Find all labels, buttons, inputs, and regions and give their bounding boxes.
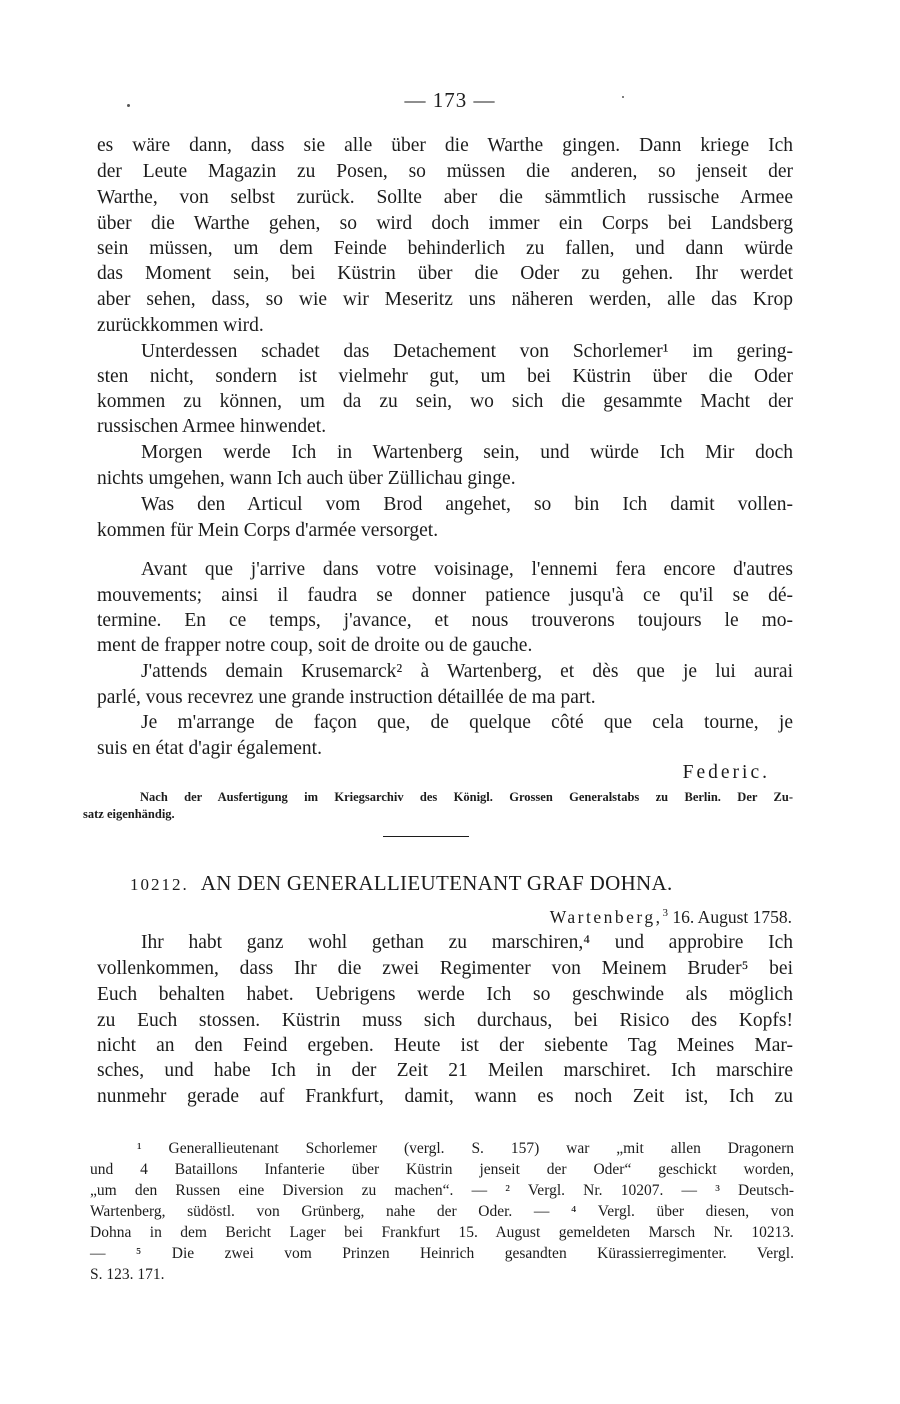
source-note-line: satz eigenhändig. xyxy=(83,807,175,821)
text-line: vollenkommen, dass Ihr die zwei Regimenter von Meinem Bruder⁵ bei xyxy=(97,958,793,979)
text-line: Was den Articul vom Brod angehet, so bin Ich damit vollen- xyxy=(141,494,793,515)
document-number: 10212. xyxy=(130,875,189,894)
footnote-line: „um den Russen eine Diversion zu machen“. — ² Vergl. Nr. 10207. — ³ Deutsch- xyxy=(90,1182,794,1199)
document-place: Wartenberg, xyxy=(549,906,663,927)
footnote-line: und 4 Bataillons Infanterie über Küstrin jenseit der Oder“ geschickt worden, xyxy=(90,1161,794,1178)
document-date: 16. August 1758. xyxy=(672,906,792,927)
text-line: Morgen werde Ich in Wartenberg sein, und würde Ich Mir doch xyxy=(141,442,793,463)
footnote-line: — ⁵ Die zwei vom Prinzen Heinrich gesandten Kürassierregimenter. Vergl. xyxy=(90,1245,794,1262)
text-line: parlé, vous recevrez une grande instruction détaillée de ma part. xyxy=(97,687,596,708)
signature: Federic. xyxy=(682,762,770,783)
text-line: Ihr habt ganz wohl gethan zu marschiren,⁴ und approbire Ich xyxy=(141,932,793,953)
text-line: sein müssen, um dem Feinde behinderlich zu fallen, und dann würde xyxy=(97,238,793,259)
text-line: über die Warthe gehen, so wird doch immer ein Corps bei Landsberg xyxy=(97,213,793,234)
footnote-line: Wartenberg, südöstl. von Grünberg, nahe der Oder. — ⁴ Vergl. über diesen, von xyxy=(90,1203,794,1220)
text-line: aber sehen, dass, so wie wir Meseritz uns näheren werden, alle das Krop xyxy=(97,289,793,310)
text-line: sten nicht, sondern ist vielmehr gut, um bei Küstrin über die Oder xyxy=(97,366,793,387)
text-line: zu Euch stossen. Küstrin muss sich durchaus, bei Risico des Kopfs! xyxy=(97,1010,793,1031)
text-line: mouvements; ainsi il faudra se donner patience jusqu'à ce qu'il se dé- xyxy=(97,585,793,606)
text-line: kommen für Mein Corps d'armée versorget. xyxy=(97,520,439,541)
footnote-line: S. 123. 171. xyxy=(90,1266,165,1283)
text-line: Unterdessen schadet das Detachement von Schorlemer¹ im gering- xyxy=(141,341,793,362)
text-line: sches, und habe Ich in der Zeit 21 Meilen marschiret. Ich marschire xyxy=(97,1060,793,1081)
footnote-line: Dohna in dem Bericht Lager bei Frankfurt 15. August gemeldeten Marsch Nr. 10213. xyxy=(90,1224,794,1241)
page-number: — 173 — xyxy=(404,88,496,112)
footnote-line: ¹ Generallieutenant Schorlemer (vergl. S. 157) war „mit allen Dragonern xyxy=(137,1140,794,1157)
text-line: zurückkommen wird. xyxy=(97,315,264,336)
text-line: suis en état d'agir également. xyxy=(97,738,322,759)
text-line: Warthe, von selbst zurück. Sollte aber die sämmtlich russische Armee xyxy=(97,187,793,208)
text-line: kommen zu können, um da zu sein, wo sich die gesammte Macht der xyxy=(97,391,793,412)
text-line: Euch behalten habet. Uebrigens werde Ich so geschwinde als möglich xyxy=(97,984,793,1005)
text-line: russischen Armee hinwendet. xyxy=(97,416,327,437)
footnote-ref: 3 xyxy=(662,907,669,919)
text-line: das Moment sein, bei Küstrin über die Oder zu gehen. Ihr werdet xyxy=(97,263,793,284)
text-line: nunmehr gerade auf Frankfurt, damit, wann es noch Zeit ist, Ich zu xyxy=(97,1086,793,1107)
section-divider xyxy=(383,836,469,837)
source-note-line: Nach der Ausfertigung im Kriegsarchiv des Königl. Grossen Generalstabs zu Berlin. Der Zu- xyxy=(140,790,793,804)
text-line: ment de frapper notre coup, soit de droite ou de gauche. xyxy=(97,635,533,656)
text-line: Avant que j'arrive dans votre voisinage, l'ennemi fera encore d'autres xyxy=(141,559,793,580)
text-line: es wäre dann, dass sie alle über die Warthe gingen. Dann kriege Ich xyxy=(97,135,793,156)
document-title: AN DEN GENERALLIEUTENANT GRAF DOHNA. xyxy=(200,871,673,895)
text-line: J'attends demain Krusemarck² à Wartenberg, et dès que je lui aurai xyxy=(141,661,793,682)
text-line: Je m'arrange de façon que, de quelque côté que cela tourne, je xyxy=(141,712,793,733)
document-heading xyxy=(130,870,794,898)
text-line: termine. En ce temps, j'avance, et nous trouverons toujours le mo- xyxy=(97,610,793,631)
text-line: nichts umgehen, wann Ich auch über Züllichau ginge. xyxy=(97,468,516,489)
text-line: der Leute Magazin zu Posen, so müssen die anderen, so jenseit der xyxy=(97,161,793,182)
document-dateline xyxy=(550,901,792,929)
text-line: nicht an den Feind ergeben. Heute ist der siebente Tag Meines Mar- xyxy=(97,1035,793,1056)
